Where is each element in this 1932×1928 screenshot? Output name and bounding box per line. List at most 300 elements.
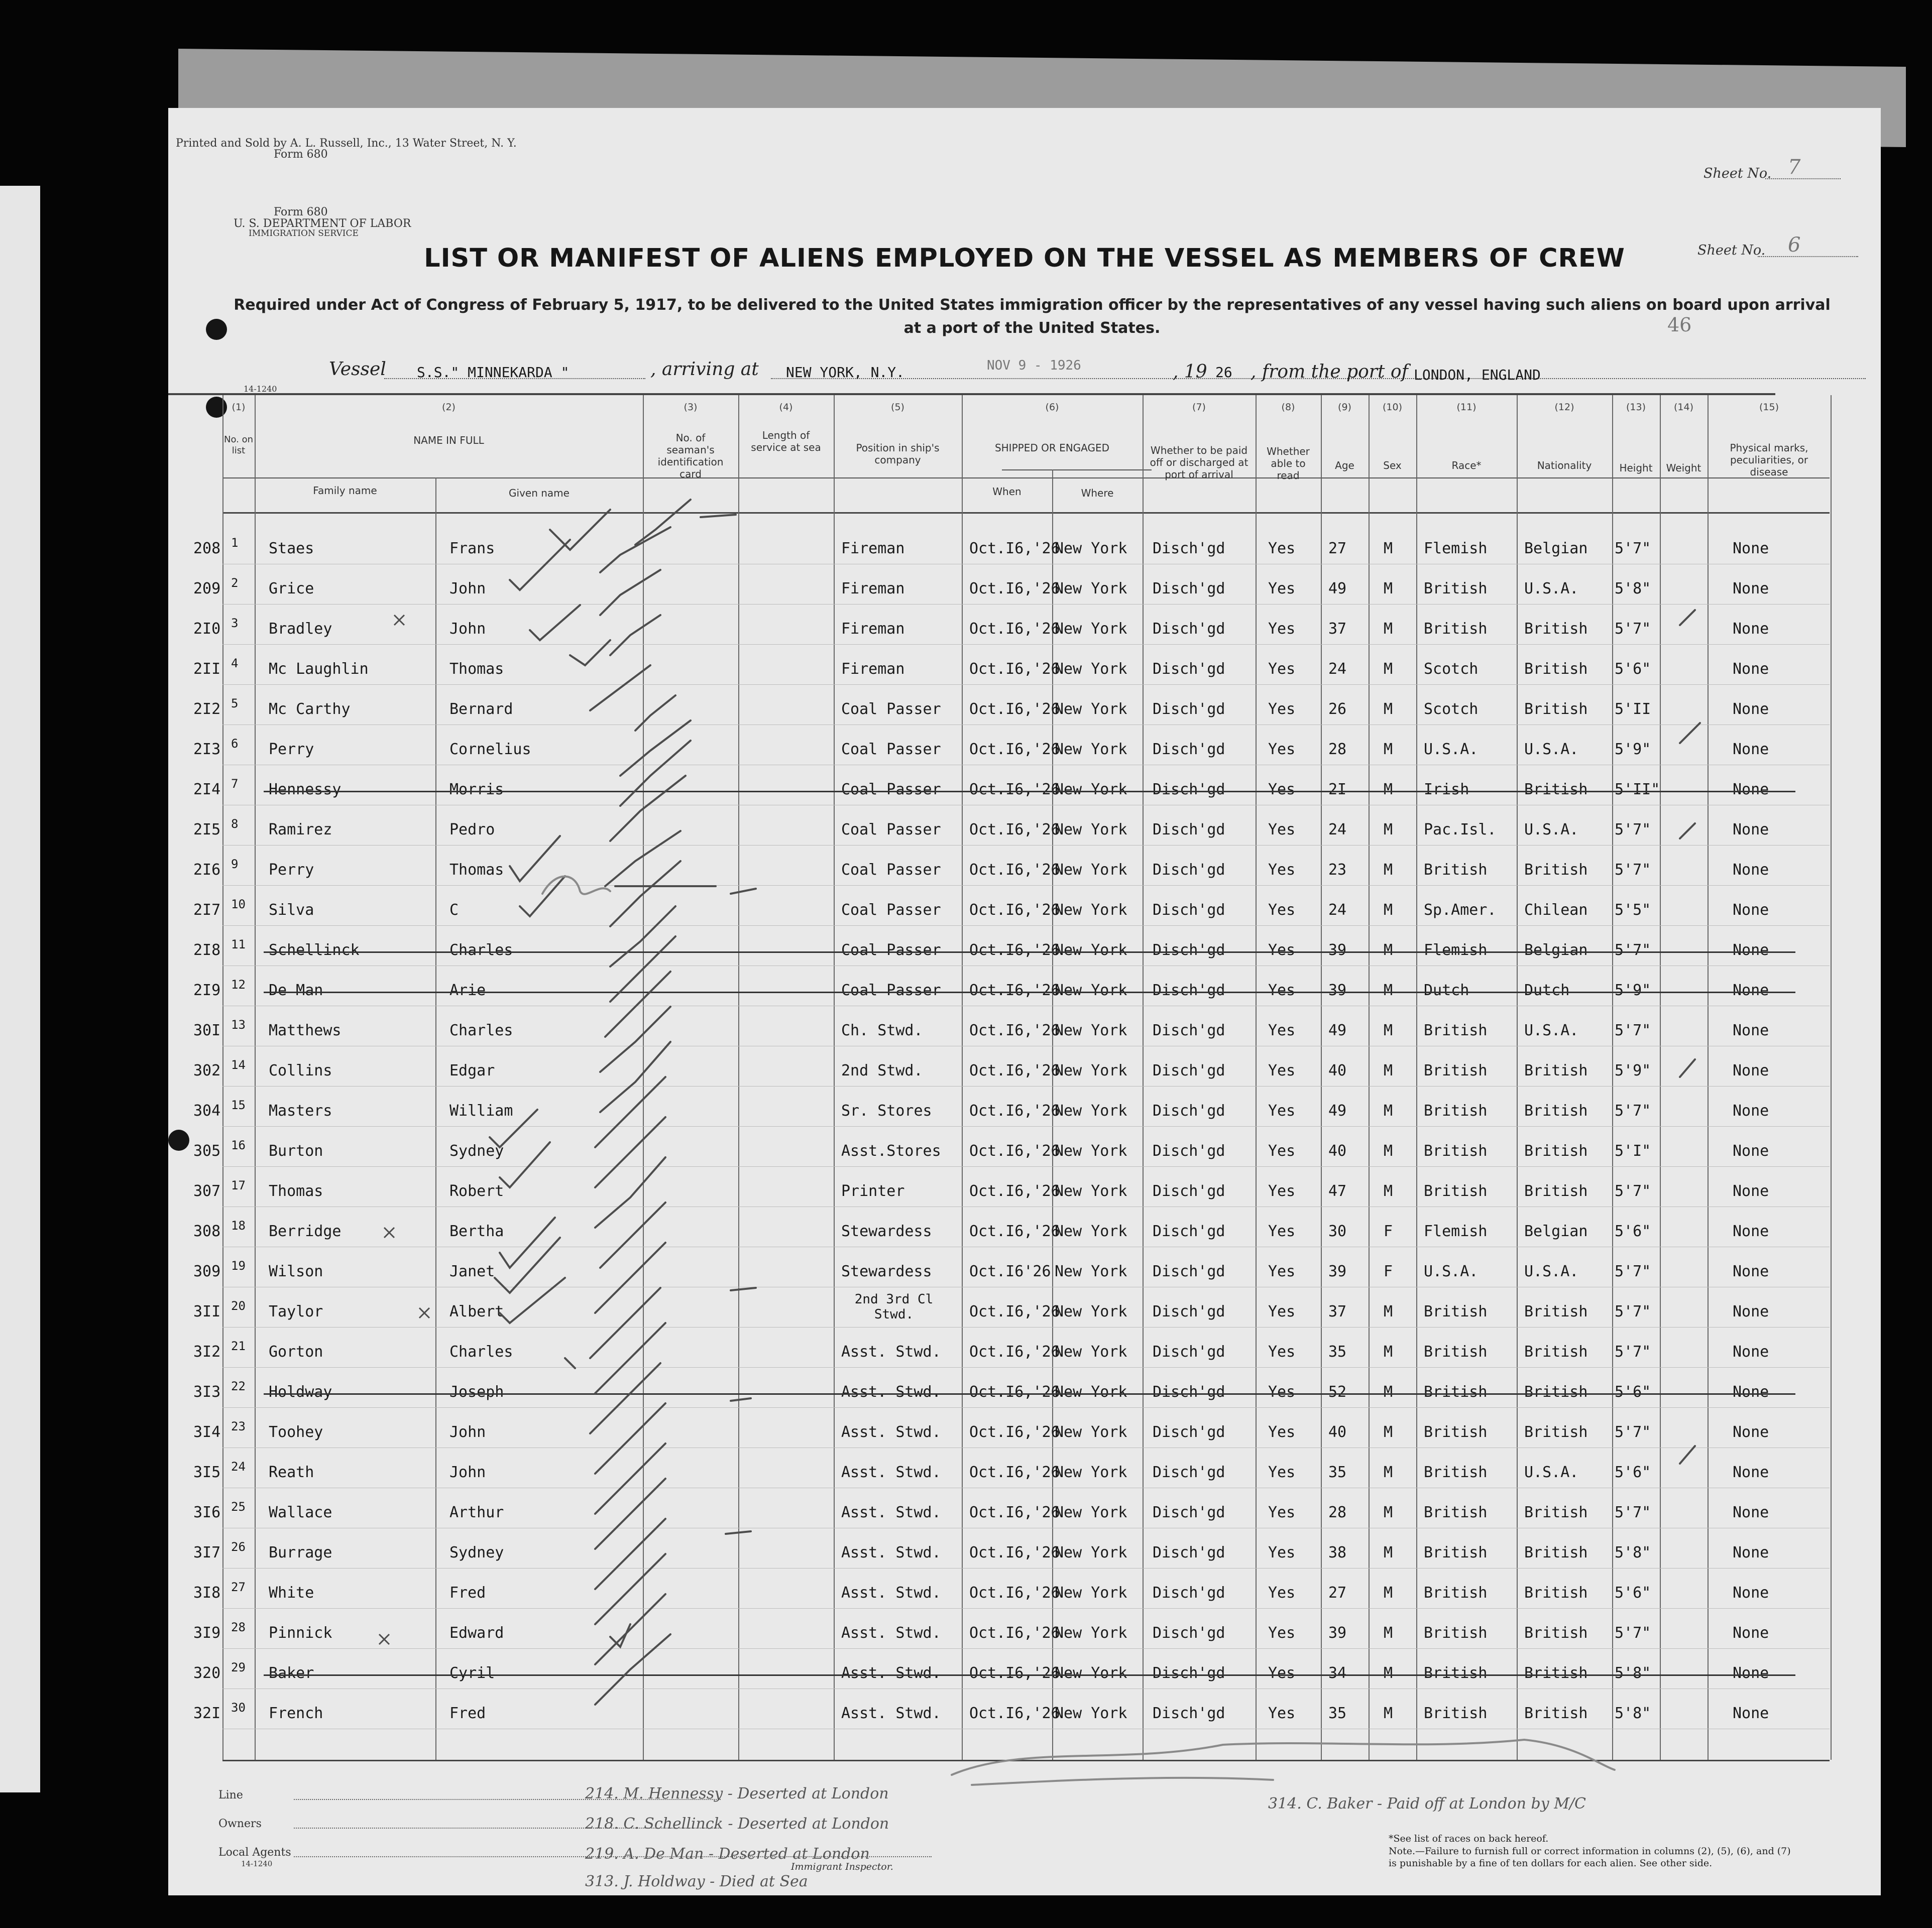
physical-marks: None [1733,781,1769,798]
nationality: Dutch [1524,982,1570,999]
age: 24 [1328,821,1347,838]
position: Stewardess [841,1263,932,1280]
shipped-when: Oct.I6,'26 [969,1383,1060,1401]
height: 5'8" [1615,1705,1651,1722]
position: Printer [841,1182,905,1200]
shipped-where: New York [1055,941,1127,959]
nationality: Chilean [1524,901,1588,919]
check-mark [595,1117,665,1187]
position: 2nd 3rd Cl Stwd. [854,1292,934,1322]
race: Pac.Isl. [1424,821,1497,838]
shipped-when: Oct.I6,'26 [969,1544,1060,1561]
row-ref: 3I5 [193,1464,221,1481]
check-mark [605,831,680,886]
shipped-when: Oct.I6,'26 [969,1102,1060,1120]
nationality: British [1524,1062,1588,1079]
physical-marks: None [1733,1464,1769,1481]
able-to-read: Yes [1268,1263,1296,1280]
row-no: 27 [231,1580,246,1594]
paid-off: Disch'gd [1153,1504,1225,1521]
given-name: C [449,901,459,919]
shipped-when: Oct.I6,'26 [969,941,1060,959]
check-mark [500,1142,550,1187]
physical-marks: None [1733,1022,1769,1039]
row-ref: 3I3 [193,1383,221,1401]
position: Coal Passer [841,901,941,919]
shipped-where: New York [1055,620,1127,638]
paid-off: Disch'gd [1153,741,1225,758]
shipped-where: New York [1055,1102,1127,1120]
row-ref: 2I2 [193,700,221,718]
check-mark [610,615,660,655]
family-name: Collins [269,1062,332,1079]
header-no-on-list: No. on list [223,434,254,456]
position: Fireman [841,540,905,557]
check-mark [520,876,565,916]
able-to-read: Yes [1268,821,1296,838]
given-name: Cyril [449,1664,495,1682]
position: Asst. Stwd. [841,1383,941,1401]
age: 39 [1328,1624,1347,1642]
physical-marks: None [1733,982,1769,999]
handwritten-marks [168,108,1881,1895]
family-name: Mc Laughlin [269,660,369,678]
given-name: Thomas [449,861,504,879]
row-ref: 3I9 [193,1624,221,1642]
shipped-when: Oct.I6,'26 [969,781,1060,798]
given-name: Charles [449,941,513,959]
race: British [1424,1624,1488,1642]
check-mark [510,540,570,590]
physical-marks: None [1733,1303,1769,1320]
race: Flemish [1424,540,1488,557]
nationality: British [1524,660,1588,678]
age: 47 [1328,1182,1347,1200]
able-to-read: Yes [1268,620,1296,638]
row-no: 3 [231,616,239,630]
nationality: British [1524,1705,1588,1722]
nationality: U.S.A. [1524,741,1579,758]
row-no: 4 [231,656,239,670]
able-to-read: Yes [1268,781,1296,798]
check-mark [495,1238,560,1293]
position: Sr. Stores [841,1102,932,1120]
physical-marks: None [1733,1624,1769,1642]
col-number: (1) [232,402,246,413]
x-mark [384,1228,394,1238]
tick-mark [1680,610,1695,625]
physical-marks: None [1733,1544,1769,1561]
check-mark [595,1519,665,1589]
shipped-where: New York [1055,901,1127,919]
shipped-where: New York [1055,1303,1127,1320]
age: 35 [1328,1705,1347,1722]
handwritten-note: 214. M. Hennessy - Deserted at London [585,1785,889,1802]
sex: M [1384,1664,1393,1682]
shipped-where: New York [1055,1142,1127,1160]
shipped-when: Oct.I6,'26 [969,982,1060,999]
nationality: British [1524,1624,1588,1642]
shipped-when: Oct.I6,'26 [969,1664,1060,1682]
given-name: Bernard [449,700,513,718]
position: Fireman [841,620,905,638]
shipped-when: Oct.I6,'26 [969,1142,1060,1160]
able-to-read: Yes [1268,1504,1296,1521]
row-ref: 2I4 [193,781,221,798]
position: Coal Passer [841,781,941,798]
paid-off: Disch'gd [1153,580,1225,597]
age: 49 [1328,580,1347,597]
col-number: (5) [891,402,904,413]
paid-off: Disch'gd [1153,660,1225,678]
race: British [1424,1504,1488,1521]
physical-marks: None [1733,1383,1769,1401]
col-number: (7) [1192,402,1206,413]
tick-mark [1680,1446,1695,1464]
col-number: (13) [1626,402,1646,413]
height: 5'II [1615,700,1651,718]
sex: M [1384,1504,1393,1521]
physical-marks: None [1733,1142,1769,1160]
position: Asst.Stores [841,1142,941,1160]
sex: M [1384,1584,1393,1602]
nationality: British [1524,1102,1588,1120]
physical-marks: None [1733,1504,1769,1521]
age: 37 [1328,1303,1347,1320]
physical-marks: None [1733,1423,1769,1441]
row-no: 22 [231,1379,246,1393]
arriving-port: NEW YORK, N.Y. [786,364,905,381]
family-name: Gorton [269,1343,323,1361]
nationality: British [1524,700,1588,718]
row-no: 18 [231,1219,246,1233]
check-mark [595,1634,670,1705]
given-name: Joseph [449,1383,504,1401]
check-mark [610,936,675,1002]
nationality: British [1524,1584,1588,1602]
sex: M [1384,700,1393,718]
able-to-read: Yes [1268,741,1296,758]
handwritten-note: 313. J. Holdway - Died at Sea [585,1873,808,1890]
year-label: , 19 [1173,362,1207,382]
check-mark [610,776,686,841]
form-number: Form 680 [274,206,328,218]
family-name: Matthews [269,1022,342,1039]
header-race: Race* [1451,459,1482,471]
row-ref: 3II [193,1303,221,1320]
height: 5'7" [1615,1343,1651,1361]
sex: M [1384,861,1393,879]
race: British [1424,1464,1488,1481]
nationality: British [1524,1544,1588,1561]
family-name: Perry [269,741,314,758]
row-no: 7 [231,777,239,791]
shipped-when: Oct.I6'26 [969,1263,1051,1280]
shipped-where: New York [1055,1383,1127,1401]
row-ref: 302 [193,1062,221,1079]
given-name: Albert [449,1303,504,1320]
header-sex: Sex [1383,459,1402,471]
sex: M [1384,1383,1393,1401]
nationality: British [1524,1343,1588,1361]
position: Asst. Stwd. [841,1624,941,1642]
age: 30 [1328,1223,1347,1240]
position: Coal Passer [841,821,941,838]
physical-marks: None [1733,1343,1769,1361]
family-name: Reath [269,1464,314,1481]
family-name: Toohey [269,1423,323,1441]
shipped-where: New York [1055,1182,1127,1200]
row-ref: 208 [193,540,221,557]
family-name: White [269,1584,314,1602]
race: U.S.A. [1424,741,1479,758]
shipped-where: New York [1055,781,1127,798]
handwritten-note: 219. A. De Man - Deserted at London [585,1845,870,1863]
row-ref: 3I8 [193,1584,221,1602]
nationality: British [1524,1303,1588,1320]
physical-marks: None [1733,1102,1769,1120]
height: 5'7" [1615,1624,1651,1642]
row-ref: 320 [193,1664,221,1682]
race: British [1424,1584,1488,1602]
manifest-sheet [168,108,1881,1895]
race: British [1424,1022,1488,1039]
shipped-when: Oct.I6,'26 [969,1022,1060,1039]
height: 5'7" [1615,1263,1651,1280]
row-no: 15 [231,1098,246,1112]
family-name: Mc Carthy [269,700,351,718]
signature-scrawl [972,1778,1273,1785]
age: 28 [1328,1504,1347,1521]
check-mark [595,1243,665,1313]
race: Flemish [1424,941,1488,959]
row-ref: 307 [193,1182,221,1200]
position: Coal Passer [841,982,941,999]
position: Asst. Stwd. [841,1705,941,1722]
able-to-read: Yes [1268,700,1296,718]
able-to-read: Yes [1268,1383,1296,1401]
inspector-label: Immigrant Inspector. [791,1861,893,1872]
given-name: Morris [449,781,504,798]
sheet-label: Sheet No. [1697,243,1766,258]
age: 37 [1328,620,1347,638]
row-no: 6 [231,737,239,751]
family-name: Bradley [269,620,332,638]
header-when: When [992,486,1021,498]
check-mark [610,861,680,926]
family-name: Ramirez [269,821,332,838]
able-to-read: Yes [1268,1182,1296,1200]
shipped-where: New York [1055,660,1127,678]
row-ref: 304 [193,1102,221,1120]
vessel-label: Vessel [329,359,386,380]
paid-off: Disch'gd [1153,1423,1225,1441]
race: Sp.Amer. [1424,901,1497,919]
height: 5'8" [1615,1544,1651,1561]
header-able-to-read: Whether able to read [1267,445,1310,481]
paid-off: Disch'gd [1153,1102,1225,1120]
given-name: Arthur [449,1504,504,1521]
sex: M [1384,1182,1393,1200]
physical-marks: None [1733,1263,1769,1280]
shipped-when: Oct.I6,'26 [969,700,1060,718]
sex: M [1384,781,1393,798]
races-note: *See list of races on back hereof. [1389,1833,1549,1844]
vessel-name: S.S." MINNEKARDA " [417,364,570,381]
shipped-where: New York [1055,1423,1127,1441]
height: 5'7" [1615,1423,1651,1441]
physical-marks: None [1733,741,1769,758]
family-name: Masters [269,1102,332,1120]
row-ref: 30I [193,1022,221,1039]
able-to-read: Yes [1268,660,1296,678]
handwritten-note: 218. C. Schellinck - Deserted at London [585,1815,889,1833]
given-name: Sydney [449,1544,504,1561]
check-mark [610,1624,630,1647]
able-to-read: Yes [1268,1142,1296,1160]
position: Coal Passer [841,700,941,718]
given-name: Bertha [449,1223,504,1240]
row-ref: 3I6 [193,1504,221,1521]
age: 27 [1328,540,1347,557]
line-label: Line [218,1789,243,1801]
height: 5'6" [1615,1383,1651,1401]
shipped-where: New York [1055,700,1127,718]
agents-code: 14-1240 [241,1859,273,1868]
x-mark [419,1308,429,1318]
family-name: Schellinck [269,941,360,959]
given-name: Cornelius [449,741,531,758]
header-name-in-full: NAME IN FULL [413,434,484,446]
physical-marks: None [1733,1062,1769,1079]
shipped-where: New York [1055,580,1127,597]
dash-mark [731,1288,756,1290]
col-number: (10) [1382,402,1402,413]
col-number: (11) [1456,402,1476,413]
from-port: LONDON, ENGLAND [1414,367,1541,383]
row-no: 20 [231,1299,246,1313]
paid-off: Disch'gd [1153,1343,1225,1361]
age: 40 [1328,1062,1347,1079]
shipped-when: Oct.I6,'26 [969,620,1060,638]
race: British [1424,861,1488,879]
position: Asst. Stwd. [841,1544,941,1561]
year-value: 26 [1215,364,1232,381]
row-ref: 3I7 [193,1544,221,1561]
age: 38 [1328,1544,1347,1561]
row-ref: 2I8 [193,941,221,959]
family-name: French [269,1705,323,1722]
check-mark [595,1323,665,1393]
physical-marks: None [1733,700,1769,718]
paid-off: Disch'gd [1153,1303,1225,1320]
sex: M [1384,1705,1393,1722]
header-physical-marks: Physical marks, peculiarities, or disease [1730,442,1808,478]
row-no: 12 [231,978,246,992]
race: British [1424,620,1488,638]
physical-marks: None [1733,821,1769,838]
sheet-number: 6 [1788,233,1801,257]
age: 2I [1328,781,1347,798]
given-name: William [449,1102,513,1120]
given-name: John [449,620,486,638]
height: 5'8" [1615,1664,1651,1682]
shipped-when: Oct.I6,'26 [969,1584,1060,1602]
family-name: Holdway [269,1383,332,1401]
shipped-where: New York [1055,1664,1127,1682]
age: 26 [1328,700,1347,718]
position: Stewardess [841,1223,932,1240]
able-to-read: Yes [1268,1102,1296,1120]
sheet-label: Sheet No. [1703,166,1772,181]
check-mark [570,640,610,665]
sex: M [1384,941,1393,959]
physical-marks: None [1733,1705,1769,1722]
height: 5'7" [1615,941,1651,959]
shipped-when: Oct.I6,'26 [969,1303,1060,1320]
physical-marks: None [1733,580,1769,597]
paid-off: Disch'gd [1153,620,1225,638]
paid-off: Disch'gd [1153,982,1225,999]
sex: M [1384,540,1393,557]
col-number: (12) [1554,402,1574,413]
shipped-where: New York [1055,982,1127,999]
height: 5'I" [1615,1142,1651,1160]
col-number: (9) [1338,402,1351,413]
check-mark [590,665,650,710]
race: British [1424,1142,1488,1160]
age: 39 [1328,941,1347,959]
col-number: (14) [1673,402,1693,413]
header-weight: Weight [1666,462,1701,474]
header-seaman-id: No. of seaman's identification card [657,432,724,480]
row-no: 19 [231,1259,246,1273]
row-ref: 2I9 [193,982,221,999]
handwritten-note-right: 314. C. Baker - Paid off at London by M/C [1268,1795,1586,1813]
position: Asst. Stwd. [841,1584,941,1602]
stamp-number: 46 [1667,314,1692,336]
row-no: 25 [231,1500,246,1514]
race: British [1424,1544,1488,1561]
able-to-read: Yes [1268,982,1296,999]
check-mark [490,1110,537,1147]
signature-scrawl [952,1740,1615,1775]
given-name: Pedro [449,821,495,838]
sex: M [1384,1544,1393,1561]
given-name: John [449,580,486,597]
sex: F [1384,1263,1393,1280]
physical-marks: None [1733,1584,1769,1602]
check-mark [635,500,691,545]
shipped-where: New York [1055,540,1127,557]
header-length-of-service: Length of service at sea [751,429,821,453]
paid-off: Disch'gd [1153,1664,1225,1682]
row-no: 28 [231,1620,246,1634]
paid-off: Disch'gd [1153,1062,1225,1079]
sex: M [1384,580,1393,597]
physical-marks: None [1733,540,1769,557]
dash-mark [731,889,756,894]
race: British [1424,1664,1488,1682]
family-name: Staes [269,540,314,557]
check-mark [595,1479,665,1549]
nationality: U.S.A. [1524,821,1579,838]
given-name: Sydney [449,1142,504,1160]
given-name: John [449,1423,486,1441]
sex: M [1384,1062,1393,1079]
height: 5'6" [1615,1584,1651,1602]
height: 5'9" [1615,982,1651,999]
